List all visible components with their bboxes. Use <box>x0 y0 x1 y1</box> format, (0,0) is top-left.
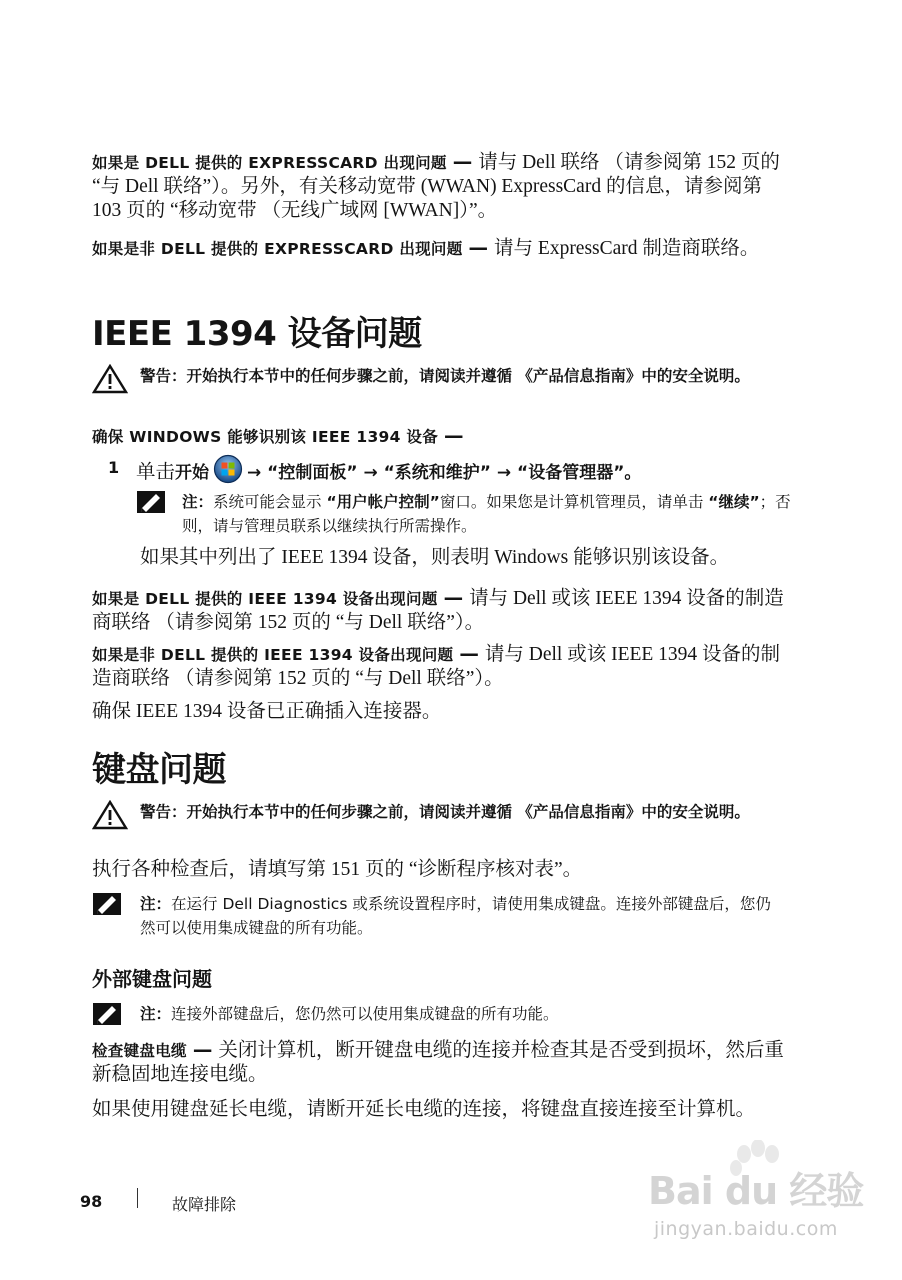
section-title-keyboard: 键盘问题 <box>92 750 226 790</box>
note-uac-text: 注：系统可能会显示 “用户帐户控制”窗口。如果您是计算机管理员，请单击 “继续”；否则，请与管理员联系以继续执行所需操作。 <box>182 493 791 535</box>
note-pencil-icon <box>92 892 122 921</box>
paragraph-check-windows: 确保 WINDOWS 能够识别该 IEEE 1394 设备 — <box>92 424 464 447</box>
paragraph-dell-ieee: 如果是 DELL 提供的 IEEE 1394 设备出现问题 — 请与 Dell 或该 IEEE 1394 设备的制造商联络 （请参阅第 152 页的 “与 Dell 联络”）。 <box>92 586 784 633</box>
note-integrated-keyboard <box>92 892 792 944</box>
lead-dell-ieee: 如果是 DELL 提供的 IEEE 1394 设备出现问题 <box>92 590 438 608</box>
paragraph-ensure-connected: 确保 IEEE 1394 设备已正确插入连接器。 <box>92 701 442 722</box>
warning-triangle-icon <box>92 800 128 835</box>
step-instruction: 单击开始 → “控制面板” → “系统和维护” → “设备管理器”。 <box>136 454 641 492</box>
paragraph-nondell-expresscard: 如果是非 DELL 提供的 EXPRESSCARD 出现问题 — 请与 ExpressCard 制造商联络。 <box>92 236 760 259</box>
note-integrated-text: 注：在运行 Dell Diagnostics 或系统设置程序时，请使用集成键盘。连接外部键盘后，您仍然可以使用集成键盘的所有功能。 <box>140 895 771 937</box>
windows-start-orb-icon <box>213 454 243 492</box>
body-check-cable: 关闭计算机，断开键盘电缆的连接并检查其是否受到损坏，然后重新稳固地连接电缆。 <box>92 1040 784 1085</box>
body-dell-expresscard: 请与 Dell 联络 （请参阅第 152 页的 “与 Dell 联络”）。另外，有关移动宽带 (WWAN) ExpressCard 的信息，请参阅第 103 页的 “移动宽带 （无线广域网 [WWAN]）”。 <box>92 152 780 221</box>
paragraph-checklist: 执行各种检查后，请填写第 151 页的 “诊断程序核对表”。 <box>92 859 583 880</box>
footer-section: 故障排除 <box>172 1195 237 1214</box>
warning-ieee1394 <box>92 364 792 416</box>
watermark-url: jingyan.baidu.com <box>654 1218 838 1240</box>
step-number: 1 <box>108 458 120 477</box>
paragraph-extension-cable: 如果使用键盘延长电缆，请断开延长电缆的连接，将键盘直接连接至计算机。 <box>92 1099 756 1120</box>
lead-check-windows: 确保 WINDOWS 能够识别该 IEEE 1394 设备 <box>92 428 438 446</box>
step-path: → “控制面板” → “系统和维护” → “设备管理器”。 <box>247 463 642 483</box>
start-label: 开始 <box>175 463 210 483</box>
note-pencil-icon <box>136 490 166 519</box>
lead-nondell-ieee: 如果是非 DELL 提供的 IEEE 1394 设备出现问题 <box>92 646 454 664</box>
paragraph-nondell-ieee: 如果是非 DELL 提供的 IEEE 1394 设备出现问题 — 请与 Dell 或该 IEEE 1394 设备的制造商联络 （请参阅第 152 页的 “与 Dell 联络”）。 <box>92 642 781 689</box>
section-title-ieee1394: IEEE 1394 设备问题 <box>92 314 422 354</box>
lead-dell-expresscard: 如果是 DELL 提供的 EXPRESSCARD 出现问题 <box>92 154 447 172</box>
paragraph-dell-expresscard: 如果是 DELL 提供的 EXPRESSCARD 出现问题 — 请与 Dell 联络 （请参阅第 152 页的 “与 Dell 联络”）。另外，有关移动宽带 (WWAN) ExpressCard 的信息，请参阅第 103 页的 “移动宽带 （无线广域网 [WWAN]）”。 <box>92 150 780 221</box>
lead-nondell-expresscard: 如果是非 DELL 提供的 EXPRESSCARD 出现问题 <box>92 240 463 258</box>
note-pencil-icon <box>92 1002 122 1031</box>
warning-keyboard <box>92 800 792 852</box>
warning-triangle-icon <box>92 364 128 399</box>
paragraph-check-cable: 检查键盘电缆 — 关闭计算机，断开键盘电缆的连接并检查其是否受到损坏，然后重新稳固地连接电缆。 <box>92 1038 784 1085</box>
page-number: 98 <box>80 1192 103 1211</box>
watermark-logo: Bai du 经验 <box>648 1169 864 1213</box>
warning-text: 警告：开始执行本节中的任何步骤之前，请阅读并遵循 《产品信息指南》中的安全说明。 <box>140 367 750 385</box>
footer-divider <box>137 1188 138 1208</box>
body-nondell-expresscard: 请与 ExpressCard 制造商联络。 <box>494 238 760 259</box>
body-dell-ieee: 请与 Dell 或该 IEEE 1394 设备的制造商联络 （请参阅第 152 页的 “与 Dell 联络”）。 <box>92 588 784 633</box>
note-uac <box>136 490 796 540</box>
paragraph-device-listed: 如果其中列出了 IEEE 1394 设备，则表明 Windows 能够识别该设备。 <box>140 547 730 568</box>
body-nondell-ieee: 请与 Dell 或该 IEEE 1394 设备的制造商联络 （请参阅第 152 页的 “与 Dell 联络”）。 <box>92 644 781 689</box>
subsection-title-external-keyboard: 外部键盘问题 <box>92 967 212 991</box>
note-external-text: 注：连接外部键盘后，您仍然可以使用集成键盘的所有功能。 <box>140 1005 559 1023</box>
note-external-keyboard <box>92 1002 792 1030</box>
warning-text: 警告：开始执行本节中的任何步骤之前，请阅读并遵循 《产品信息指南》中的安全说明。 <box>140 803 750 821</box>
lead-check-cable: 检查键盘电缆 <box>92 1042 187 1060</box>
